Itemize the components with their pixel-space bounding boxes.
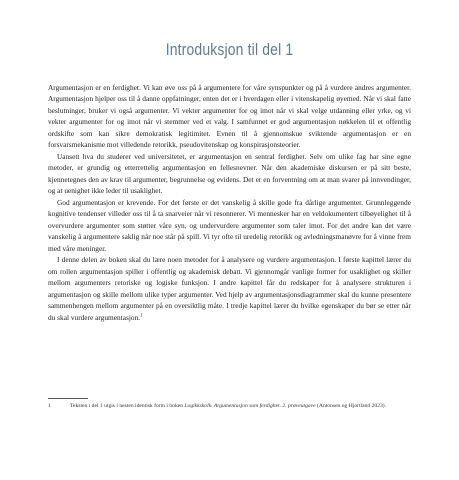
- footnote-reference[interactable]: 1: [140, 313, 143, 319]
- footnote-number: 1: [48, 403, 51, 409]
- paragraph-1: Argumentasjon er en ferdighet. Vi kan øve oss på å argumentere for våre synspunkter og på å vurdere andres argumenter. Argumentasjon hjelper oss til å danne oppfatninger, enten det er i hverdagen eller i vitenskapelig øyemed. Når vi skal fatte beslutninger, bruker vi også argumenter. Vi vekter argumenter for og imot når vi skal velge utdanning eller yrke, og vi vekter argumenter for og imot når vi stemmer ved et valg. I samfunnet er god argumentasjon nøkkelen til et offentlig ordskifte som kan sikre demokratisk legitimitet. Evnen til å gjennomskue sviktende argumentasjon er en forsvarsmekanisme mot villedende retorikk, pseudovitenskap og konspirasjonsteorier.: [48, 83, 411, 150]
- paragraph-4-text: I denne delen av boken skal du lære noen metoder for å analysere og vurdere argumentasjon. I første kapittel lærer du om rollen argumentasjon spiller i offentlig og akademisk debatt. Vi gjennomgår vanlige former for usaklighet og skiller mellom argumenters retoriske og logiske funksjon. I andre kapittel får du redskaper for å analysere strukturen i argumentasjon og skille mellom ulike typer argumenter. Ved hjelp av argumentasjonsdiagrammer skal du kunne presentere sammenhengen mellom argumenter på en oversiktlig måte. I tredje kapittel lærer du hvilke egenskaper du bør se etter når du skal vurdere argumentasjon.: [48, 255, 411, 322]
- footnote-book-title: Logikkskolk. Argumentasjon som ferdighet. 2. prøveutgave: [184, 403, 316, 409]
- footnote-text-after: (Antonsen og Hjortland 2023).: [315, 403, 387, 409]
- paragraph-4: [48, 254, 411, 323]
- footnote-text-before: Teksten i del 1 utgis i nesten identisk form i boken: [70, 403, 185, 409]
- paragraph-3: God argumentasjon er krevende. For det første er det vanskelig å skille gode fra dårlige argumenter. Grunnleggende kognitive tendenser villeder oss til å ta snarveier når vi resonnerer. Vi mennesker har en veldokumentert tilbøyelighet til å overvurdere argumenter som støtter våre syn, og undervurdere argumenter som taler imot. For det andre kan det være vanskelig å argumentere saklig når noe står på spill. Vi tyr ofte til uredelig retorikk og avledningsmanøvre for å vinne frem med våre meninger.: [48, 197, 411, 253]
- footnote-text: [70, 402, 411, 410]
- body-text: [48, 82, 411, 323]
- paragraph-2: Uansett hva du studerer ved universitetet, er argumentasjon en sentral ferdighet. Selv om ulike fag har sine egne metoder, er grundig og etterrettelig argumentasjon en fellesnevner. Når den akademiske diskursen er på sitt beste, kjennetegnes den av krav til argumenter, begrunnelse og evidens. Det er en forventning om at man svarer på innvendinger, og at uenighet ikke leder til usaklighet.: [48, 151, 411, 196]
- footnote-divider: [48, 398, 88, 399]
- footnote: [48, 402, 411, 410]
- chapter-title: Introduksjon til del 1: [165, 40, 294, 59]
